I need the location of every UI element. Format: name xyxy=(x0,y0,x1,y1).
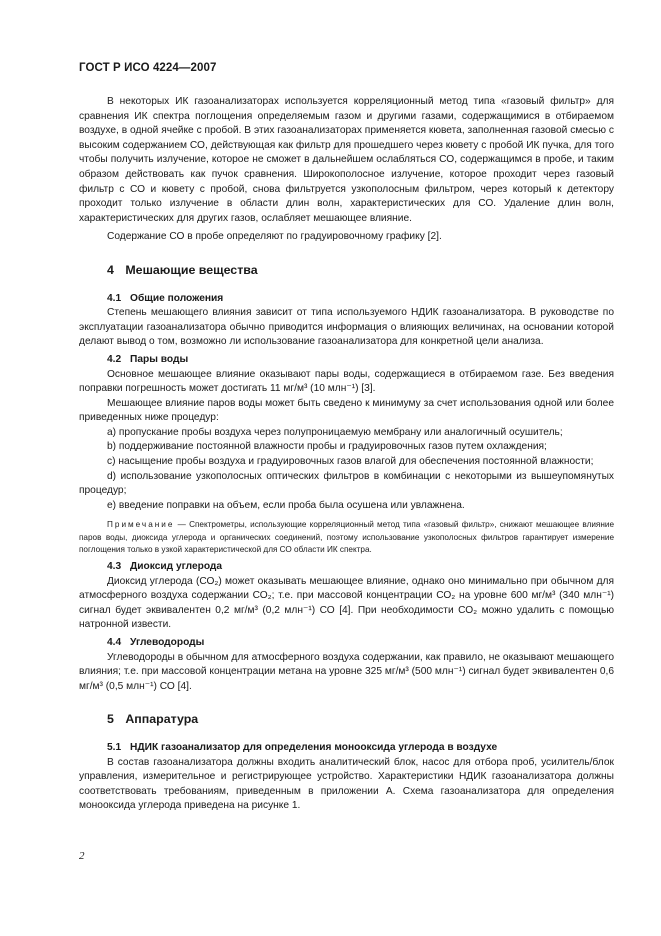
subsection-4-4-number: 4.4 xyxy=(107,637,122,649)
subsection-5-1-heading xyxy=(107,741,614,756)
note-paragraph xyxy=(79,519,614,556)
list-item-b: b) поддерживание постоянной влажности пробы и градуировочных газов путем охлаждения; xyxy=(107,441,547,453)
note-label: Примечание xyxy=(107,520,175,530)
list-item-a: а) пропускание пробы воздуха через полупроницаемую мембрану или аналогичный осушитель; xyxy=(107,426,563,438)
subsection-4-2-paragraph-2: Мешающее влияние паров воды может быть сведено к минимуму за счет использования одной или более приведенных ниже процедур: xyxy=(79,397,614,424)
subsection-4-2-number: 4.2 xyxy=(107,353,122,365)
subsection-4-4-heading xyxy=(107,636,614,651)
subsection-4-3-heading xyxy=(107,560,614,575)
list-item-c: с) насыщение пробы воздуха и градуировочных газов влагой для обеспечения постоянной влажности; xyxy=(107,456,594,468)
subsection-4-4-text: Углеводороды в обычном для атмосферного воздуха содержании, как правило, не оказывают мешающего влияния; т.е. при массовой концентрации метана на уровне 325 мг/м³ (500 млн⁻¹) сигнал будет эквивалентен 0,6 мг/м³ (0,5 млн⁻¹) СО [4]. xyxy=(79,651,614,692)
page-number: 2 xyxy=(79,850,85,862)
section-4-heading xyxy=(107,263,614,278)
subsection-5-1-number: 5.1 xyxy=(107,741,122,753)
subsection-4-4-title: Углеводороды xyxy=(130,637,205,649)
document-body xyxy=(79,95,614,814)
subsection-4-3-title: Диоксид углерода xyxy=(130,561,223,573)
subsection-5-1-text: В состав газоанализатора должны входить аналитический блок, насос для отбора проб, усилитель/блок управления, измерительное и регистрирующее устройство. Характеристики НДИК газоанализатора должны соответствовать требованиям, приведенным в приложении А. Схема газоанализатора для определения монооксида углерода приведена на рисунке 1. xyxy=(79,756,614,812)
subsection-4-1-text: Степень мешающего влияния зависит от типа используемого НДИК газоанализатора. В руководстве по эксплуатации газоанализатора обычно приводится информация о влияющих величинах, на основании которой делают вывод о том, возможно ли использование газоанализатора для конкретной цели анализа. xyxy=(79,307,614,348)
subsection-4-3-number: 4.3 xyxy=(107,561,122,573)
subsection-4-1-title: Общие положения xyxy=(130,292,224,304)
section-4-title: Мешающие вещества xyxy=(125,262,258,277)
section-4-number: 4 xyxy=(107,262,114,277)
subsection-4-1-number: 4.1 xyxy=(107,292,122,304)
subsection-5-1-title: НДИК газоанализатор для определения монооксида углерода в воздухе xyxy=(130,741,498,753)
list-item-e: е) введение поправки на объем, если проба была осушена или увлажнена. xyxy=(107,499,465,511)
subsection-4-2-title: Пары воды xyxy=(130,353,189,365)
document-header: ГОСТ Р ИСО 4224—2007 xyxy=(79,62,217,74)
note-text: — Спектрометры, использующие корреляционный метод типа «газовый фильтр», снижают мешающее влияние паров воды, диоксида углерода и органических соединений, поэтому использование узкополосных фильтров гарантирует измерение поглощения только в узкой характеристической для СО области ИК спектра. xyxy=(79,520,614,554)
list-item-d: d) использование узкополосных оптических фильтров в комбинации с некоторыми из вышеупомянутых процедур; xyxy=(79,470,614,497)
section-5-title: Аппаратура xyxy=(125,712,199,727)
section-5-heading xyxy=(107,712,614,727)
subsection-4-2-heading xyxy=(107,353,614,368)
section-5-number: 5 xyxy=(107,712,114,727)
subsection-4-2-paragraph-1: Основное мешающее влияние оказывают пары воды, содержащиеся в отбираемом газе. Без введения поправки погрешность может достигать 11 мг/м³ (10 млн⁻¹) [3]. xyxy=(79,368,614,395)
intro-paragraph-1: В некоторых ИК газоанализаторах используется корреляционный метод типа «газовый фильтр» для сравнения ИК спектра поглощения определяемым газом и другими газами, содержащимися в отбираемом воздухе, в одной ячейке с пробой. В этих газоанализаторах применяется кювета, заполненная газовой смесью с высоким содержанием СО, действующая как фильтр для прошедшего через кювету с пробой ИК пучка, для того чтобы получить излучение, которое не сможет в дальнейшем ослабляться СО, содержащимся в пробе, и таким образом действовать как пучок сравнения. Широкополосное излучение, которое проходит через газовый фильтр с СО и кювету с пробой, снова фильтруется узкополосным фильтром, через который к детектору проходит только излучение в области длин волн, характеристических для СО. Удаление длин волн, характеристических для других газов, ослабляет мешающее влияние. xyxy=(79,96,614,224)
intro-paragraph-2: Содержание СО в пробе определяют по градуировочному графику [2]. xyxy=(107,231,442,243)
subsection-4-1-heading xyxy=(107,292,614,307)
subsection-4-3-text: Диоксид углерода (СО₂) может оказывать мешающее влияние, однако оно минимально при обычном для атмосферного воздуха содержании СО₂; т.е. при массовой концентрации СО₂ на уровне 600 мг/м³ (340 млн⁻¹) сигнал будет эквивалентен 0,2 мг/м³ (0,2 млн⁻¹) СО [4]. При необходимости СО₂ можно удалить с помощью натронной извести. xyxy=(79,575,614,631)
